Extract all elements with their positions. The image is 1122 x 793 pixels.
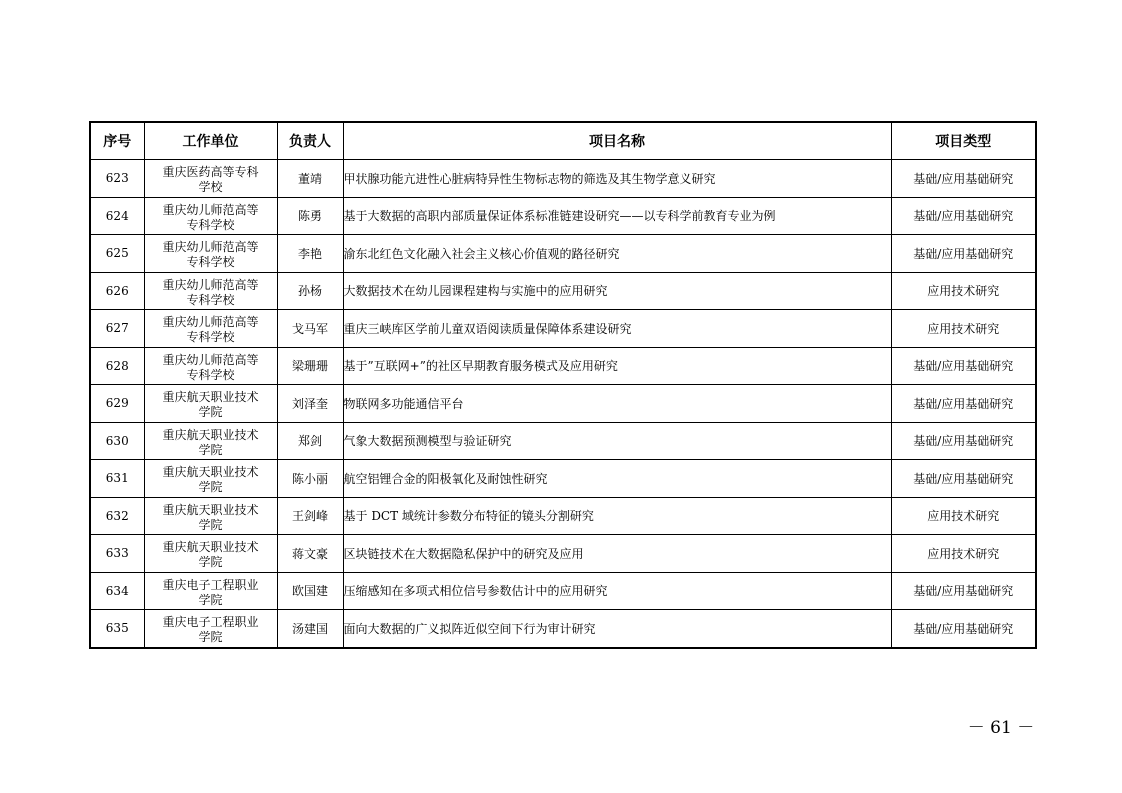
cell-project-type: 基础/应用基础研究	[891, 197, 1036, 235]
cell-serial-no: 633	[90, 535, 144, 573]
cell-leader: 陈小丽	[277, 460, 343, 498]
cell-project-name: 基于”互联网+”的社区早期教育服务模式及应用研究	[343, 347, 891, 385]
cell-work-unit	[144, 572, 277, 610]
table-row	[90, 610, 1036, 648]
cell-project-type: 基础/应用基础研究	[891, 572, 1036, 610]
table-row	[90, 235, 1036, 273]
cell-leader: 汤建国	[277, 610, 343, 648]
project-table	[89, 121, 1037, 649]
header-work-unit: 工作单位	[144, 122, 277, 160]
cell-serial-no: 630	[90, 422, 144, 460]
work-unit-line: 学院	[198, 480, 223, 495]
work-unit-line: 专科学校	[186, 292, 235, 307]
work-unit-line: 重庆航天职业技术	[162, 390, 259, 405]
cell-project-type: 基础/应用基础研究	[891, 422, 1036, 460]
table-row	[90, 385, 1036, 423]
header-project-name: 项目名称	[343, 122, 891, 160]
cell-project-type: 基础/应用基础研究	[891, 610, 1036, 648]
cell-leader: 孙杨	[277, 272, 343, 310]
cell-work-unit	[144, 422, 277, 460]
work-unit-line: 重庆电子工程职业	[162, 615, 259, 630]
cell-work-unit	[144, 497, 277, 535]
work-unit-line: 专科学校	[186, 217, 235, 232]
cell-project-name: 物联网多功能通信平台	[343, 385, 891, 423]
cell-work-unit	[144, 385, 277, 423]
cell-leader: 蒋文豪	[277, 535, 343, 573]
cell-project-name: 基于 DCT 域统计参数分布特征的镜头分割研究	[343, 497, 891, 535]
header-project-type: 项目类型	[891, 122, 1036, 160]
table-row	[90, 572, 1036, 610]
cell-leader: 董靖	[277, 160, 343, 198]
cell-leader: 王剑峰	[277, 497, 343, 535]
work-unit-line: 重庆航天职业技术	[162, 465, 259, 480]
work-unit-line: 重庆幼儿师范高等	[162, 240, 259, 255]
cell-project-type: 应用技术研究	[891, 272, 1036, 310]
header-leader: 负责人	[277, 122, 343, 160]
cell-project-name: 甲状腺功能亢进性心脏病特异性生物标志物的筛选及其生物学意义研究	[343, 160, 891, 198]
cell-project-name: 大数据技术在幼儿园课程建构与实施中的应用研究	[343, 272, 891, 310]
work-unit-line: 学院	[198, 630, 223, 645]
work-unit-line: 专科学校	[186, 330, 235, 345]
cell-serial-no: 634	[90, 572, 144, 610]
work-unit-line: 学院	[198, 592, 223, 607]
table-row	[90, 460, 1036, 498]
cell-project-name: 航空铝锂合金的阳极氧化及耐蚀性研究	[343, 460, 891, 498]
table-row	[90, 310, 1036, 348]
cell-project-type: 基础/应用基础研究	[891, 235, 1036, 273]
cell-work-unit	[144, 610, 277, 648]
work-unit-line: 重庆幼儿师范高等	[162, 202, 259, 217]
cell-work-unit	[144, 460, 277, 498]
work-unit-line: 专科学校	[186, 367, 235, 382]
cell-serial-no: 627	[90, 310, 144, 348]
cell-serial-no: 624	[90, 197, 144, 235]
cell-serial-no: 635	[90, 610, 144, 648]
cell-leader: 戈马军	[277, 310, 343, 348]
cell-project-type: 基础/应用基础研究	[891, 385, 1036, 423]
table-row	[90, 535, 1036, 573]
cell-leader: 欧国建	[277, 572, 343, 610]
work-unit-line: 重庆航天职业技术	[162, 427, 259, 442]
cell-work-unit	[144, 160, 277, 198]
work-unit-line: 专科学校	[186, 255, 235, 270]
page-number: － 61 －	[967, 718, 1035, 738]
cell-project-name: 基于大数据的高职内部质量保证体系标准链建设研究——以专科学前教育专业为例	[343, 197, 891, 235]
cell-project-type: 基础/应用基础研究	[891, 160, 1036, 198]
cell-serial-no: 623	[90, 160, 144, 198]
work-unit-line: 重庆幼儿师范高等	[162, 352, 259, 367]
cell-project-name: 压缩感知在多项式相位信号参数估计中的应用研究	[343, 572, 891, 610]
work-unit-line: 学校	[198, 180, 223, 195]
work-unit-line: 学院	[198, 442, 223, 457]
cell-project-name: 区块链技术在大数据隐私保护中的研究及应用	[343, 535, 891, 573]
table-row	[90, 272, 1036, 310]
cell-project-type: 应用技术研究	[891, 497, 1036, 535]
work-unit-line: 学院	[198, 405, 223, 420]
cell-serial-no: 628	[90, 347, 144, 385]
cell-work-unit	[144, 310, 277, 348]
cell-serial-no: 632	[90, 497, 144, 535]
cell-leader: 刘泽奎	[277, 385, 343, 423]
cell-leader: 陈勇	[277, 197, 343, 235]
cell-work-unit	[144, 235, 277, 273]
work-unit-line: 重庆医药高等专科	[162, 165, 259, 180]
table-row	[90, 497, 1036, 535]
cell-work-unit	[144, 197, 277, 235]
cell-leader: 郑剑	[277, 422, 343, 460]
cell-project-type: 基础/应用基础研究	[891, 460, 1036, 498]
cell-project-type: 应用技术研究	[891, 535, 1036, 573]
work-unit-line: 重庆航天职业技术	[162, 540, 259, 555]
table-header-row	[90, 122, 1036, 160]
cell-work-unit	[144, 347, 277, 385]
cell-work-unit	[144, 535, 277, 573]
cell-serial-no: 626	[90, 272, 144, 310]
table-row	[90, 347, 1036, 385]
work-unit-line: 重庆幼儿师范高等	[162, 277, 259, 292]
work-unit-line: 学院	[198, 517, 223, 532]
table-row	[90, 160, 1036, 198]
work-unit-line: 学院	[198, 555, 223, 570]
table-row	[90, 422, 1036, 460]
cell-project-type: 应用技术研究	[891, 310, 1036, 348]
work-unit-line: 重庆航天职业技术	[162, 502, 259, 517]
cell-project-type: 基础/应用基础研究	[891, 347, 1036, 385]
cell-project-name: 气象大数据预测模型与验证研究	[343, 422, 891, 460]
cell-serial-no: 631	[90, 460, 144, 498]
work-unit-line: 重庆电子工程职业	[162, 577, 259, 592]
cell-project-name: 面向大数据的广义拟阵近似空间下行为审计研究	[343, 610, 891, 648]
table-row	[90, 197, 1036, 235]
cell-serial-no: 625	[90, 235, 144, 273]
work-unit-line: 重庆幼儿师范高等	[162, 315, 259, 330]
header-serial-no: 序号	[90, 122, 144, 160]
cell-work-unit	[144, 272, 277, 310]
cell-project-name: 渝东北红色文化融入社会主义核心价值观的路径研究	[343, 235, 891, 273]
table-body	[90, 160, 1036, 648]
cell-leader: 李艳	[277, 235, 343, 273]
cell-leader: 梁珊珊	[277, 347, 343, 385]
cell-serial-no: 629	[90, 385, 144, 423]
cell-project-name: 重庆三峡库区学前儿童双语阅读质量保障体系建设研究	[343, 310, 891, 348]
